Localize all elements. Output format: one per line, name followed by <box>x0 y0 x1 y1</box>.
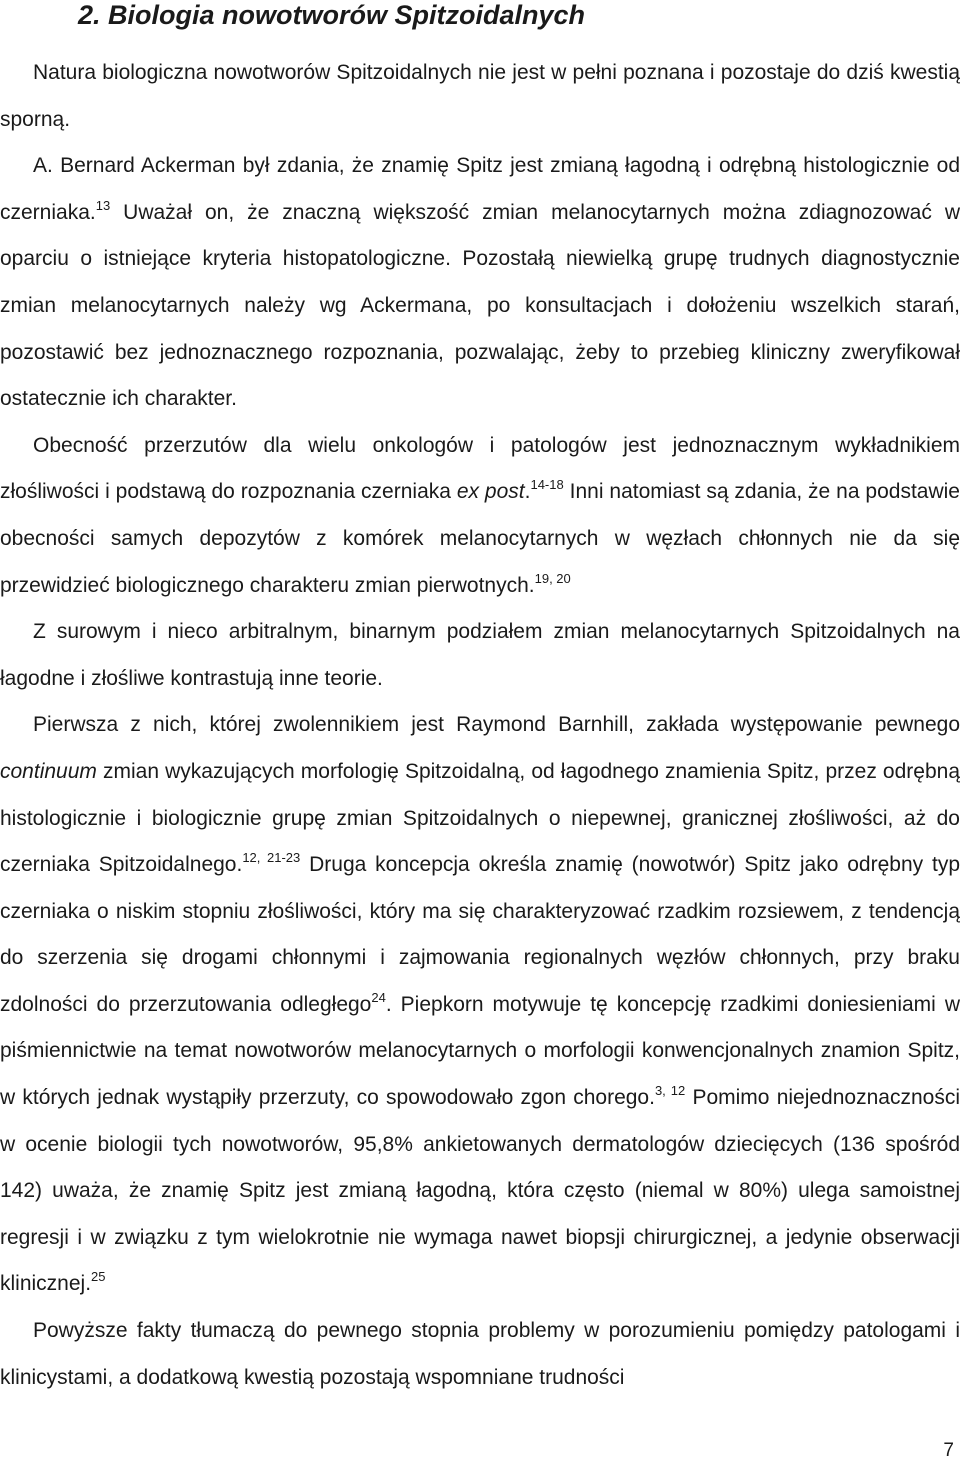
paragraph-theories-text-b: zmian wykazujących morfologię Spitzoidalną, od łagodnego znamienia Spitz, przez odrębną histologicznie i biologicznie grupę zmian Spitzoidalnych o niepewnej, granicznej złośliwości, aż do czerniaka Spitzoidalnego. <box>0 759 960 877</box>
page-number: 7 <box>943 1440 954 1461</box>
paragraph-theories-text-e: Pomimo niejednoznaczności w ocenie biologii tych nowotworów, 95,8% ankietowanych dermatologów dziecięcych (136 spośród 142) uważa, że znamię Spitz jest zmianą łagodną, która często (niemal w 80%) ulega samoistnej regresji i w związku z tym wielokrotnie nie wymaga nawet biopsji chirurgicznej, a jedynie obserwacji klinicznej. <box>0 1086 960 1296</box>
paragraph-summary-text: Powyższe fakty tłumaczą do pewnego stopnia problemy w porozumieniu pomiędzy patologami i klinicystami, a dodatkową kwestią pozostają wspomniane trudności <box>0 1319 960 1389</box>
paragraph-metastases-text-b: Inni natomiast są zdania, że na podstawie obecności samych depozytów z komórek melanocytarnych w węzłach chłonnych nie da się przewidzieć biologicznego charakteru zmian pierwotnych. <box>0 480 960 597</box>
italic-term: continuum <box>0 759 97 783</box>
citation-ref: 19, 20 <box>534 570 571 586</box>
document-body <box>0 50 960 1401</box>
paragraph-theories-text-a: Pierwsza z nich, której zwolennikiem jest Raymond Barnhill, zakłada występowanie pewnego <box>33 713 960 737</box>
paragraph-binary <box>0 609 960 702</box>
paragraph-intro-text: Natura biologiczna nowotworów Spitzoidalnych nie jest w pełni poznana i pozostaje do dziś kwestią sporną. <box>0 61 960 131</box>
citation-ref: 12, 21-23 <box>242 850 301 866</box>
paragraph-binary-text: Z surowym i nieco arbitralnym, binarnym podziałem zmian melanocytarnych Spitzoidalnych na łagodne i złośliwe kontrastują inne teorie. <box>0 620 960 690</box>
section-heading: 2. Biologia nowotworów Spitzoidalnych <box>78 0 586 30</box>
paragraph-ackerman-text-b: Uważał on, że znaczną większość zmian melanocytarnych można zdiagnozować w oparciu o istniejące kryteria histopatologiczne. <box>0 200 960 271</box>
italic-term: ex post <box>456 480 525 504</box>
citation-ref: 25 <box>91 1269 106 1285</box>
paragraph-metastases <box>0 423 960 609</box>
paragraph-theories <box>0 702 960 1308</box>
paragraph-theories-text-c: Druga koncepcja określa znamię (nowotwór) Spitz jako odrębny typ czerniaka o niskim stopniu złośliwości, który ma się charakteryzować rzadkim rozsiewem, z tendencją do szerzenia się drogami chłonnymi i zajmowania regionalnych węzłów chłonnych, przy braku zdolności do przerzutowania odległego <box>0 853 960 1016</box>
citation-ref: 3, 12 <box>654 1083 686 1099</box>
paragraph-metastases-text-a: Obecność przerzutów dla wielu onkologów i patologów jest jednoznacznym wykładnikiem złośliwości i podstawą do rozpoznania czerniaka <box>0 433 960 504</box>
paragraph-ackerman <box>0 143 960 423</box>
citation-ref: 13 <box>95 197 111 213</box>
paragraph-ackerman-text-c: Pozostałą niewielką grupę trudnych diagnostycznie zmian melanocytarnych należy wg Ackermana, po konsultacjach i dołożeniu wszelkich starań, pozostawić bez jednoznacznego rozpoznania, pozwalając, żeby to przebieg kliniczny zweryfikował ostatecznie ich charakter. <box>0 247 960 411</box>
paragraph-summary <box>0 1308 960 1401</box>
citation-ref: 24 <box>371 989 386 1005</box>
paragraph-theories-text-d: . Piepkorn motywuje tę koncepcję rzadkimi doniesieniami w piśmiennictwie na temat nowotworów melanocytarnych o morfologii konwencjonalnych znamion Spitz, w których jednak wystąpiły przerzuty, co spowodowało zgon chorego. <box>0 992 960 1110</box>
paragraph-intro <box>0 50 960 143</box>
paragraph-ackerman-text-a: A. Bernard Ackerman był zdania, że znamię Spitz jest zmianą łagodną i odrębną histologicznie od czerniaka. <box>0 154 960 224</box>
citation-ref: 14-18 <box>530 477 564 493</box>
paragraph-metastases-punct: . <box>524 480 531 504</box>
